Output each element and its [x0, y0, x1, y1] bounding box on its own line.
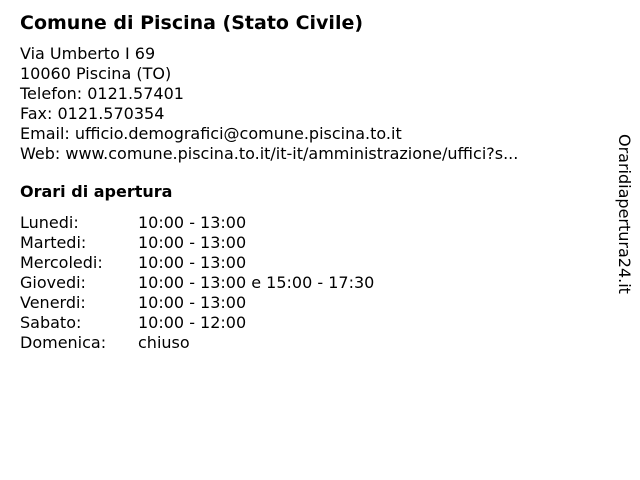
- hours-row-friday: [20, 293, 600, 313]
- fax-number: Fax: 0121.570354: [20, 104, 165, 123]
- site-brand-label: Oraridiapertura24.it: [615, 134, 634, 294]
- hours-row-wednesday: [20, 253, 600, 273]
- hours-row-monday: [20, 213, 600, 233]
- hours-time: 10:00 - 13:00: [138, 293, 247, 312]
- hours-day: Domenica:: [20, 333, 107, 352]
- hours-time: chiuso: [138, 333, 190, 352]
- website-link[interactable]: www.comune.piscina.to.it/it-it/amministrazione/uffici?s...: [65, 144, 519, 163]
- opening-hours-title: Orari di apertura: [20, 182, 173, 201]
- hours-row-tuesday: [20, 233, 600, 253]
- hours-time: 10:00 - 13:00 e 15:00 - 17:30: [138, 273, 375, 292]
- hours-row-saturday: [20, 313, 600, 333]
- website-prefix: Web:: [20, 144, 66, 163]
- office-contact: [20, 44, 600, 164]
- hours-row-sunday: [20, 333, 600, 353]
- hours-day: Martedi:: [20, 233, 87, 252]
- phone-number: Telefon: 0121.57401: [20, 84, 184, 103]
- hours-time: 10:00 - 13:00: [138, 233, 247, 252]
- opening-hours-table: [20, 213, 600, 353]
- office-title: Comune di Piscina (Stato Civile): [20, 12, 364, 34]
- address-street: Via Umberto I 69: [20, 44, 156, 63]
- address-city: 10060 Piscina (TO): [20, 64, 172, 83]
- hours-time: 10:00 - 13:00: [138, 213, 247, 232]
- hours-time: 10:00 - 12:00: [138, 313, 247, 332]
- hours-day: Mercoledi:: [20, 253, 103, 272]
- website-line: [20, 144, 600, 164]
- hours-day: Sabato:: [20, 313, 82, 332]
- hours-day: Venerdi:: [20, 293, 86, 312]
- office-card: [20, 10, 600, 353]
- hours-day: Lunedi:: [20, 213, 79, 232]
- email-address: Email: ufficio.demografici@comune.piscina.to.it: [20, 124, 402, 143]
- hours-time: 10:00 - 13:00: [138, 253, 247, 272]
- hours-row-thursday: [20, 273, 600, 293]
- hours-day: Giovedi:: [20, 273, 86, 292]
